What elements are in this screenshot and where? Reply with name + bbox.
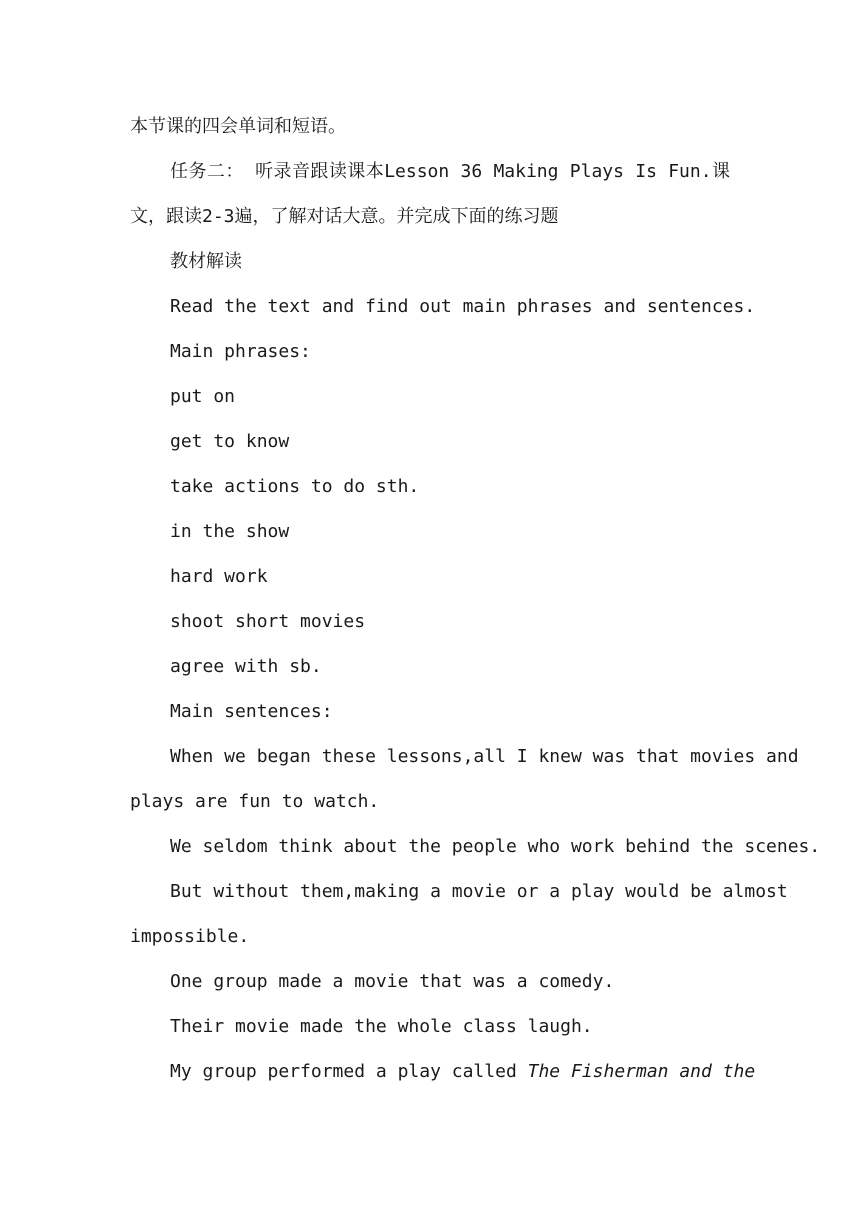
instruction-line: Read the text and find out main phrases and sentences. (170, 296, 756, 317)
sentence-line: Their movie made the whole class laugh. (170, 1016, 593, 1037)
sentence-line: We seldom think about the people who work behind the scenes. (170, 836, 821, 857)
sentence-prefix: My group performed a play called (170, 1061, 528, 1082)
task-two-continued: 文，跟读2-3遍，了解对话大意。并完成下面的练习题 (130, 206, 559, 227)
phrase-item: put on (170, 386, 236, 407)
sentence-line-continued: plays are fun to watch. (130, 791, 380, 812)
play-title: The Fisherman and the (527, 1061, 756, 1082)
sentence-line: When we began these lessons,all I knew was that movies and (170, 746, 799, 767)
phrase-item: shoot short movies (170, 611, 366, 632)
sentence-line: One group made a movie that was a comedy. (170, 971, 615, 992)
main-sentences-heading: Main sentences: (170, 701, 333, 722)
phrase-item: hard work (170, 566, 268, 587)
phrase-item: get to know (170, 431, 290, 452)
phrase-item: agree with sb. (170, 656, 322, 677)
main-phrases-heading: Main phrases: (170, 341, 311, 362)
phrase-item: in the show (170, 521, 290, 542)
sentence-line: But without them,making a movie or a play would be almost (170, 881, 788, 902)
task-two-line: 任务二： 听录音跟读课本Lesson 36 Making Plays Is Fun.课 (170, 161, 730, 182)
sentence-line-continued: impossible. (130, 926, 250, 947)
section-heading: 教材解读 (170, 251, 242, 272)
phrase-item: take actions to do sth. (170, 476, 420, 497)
sentence-line-last (170, 1060, 756, 1084)
text-line-intro: 本节课的四会单词和短语。 (130, 116, 346, 137)
